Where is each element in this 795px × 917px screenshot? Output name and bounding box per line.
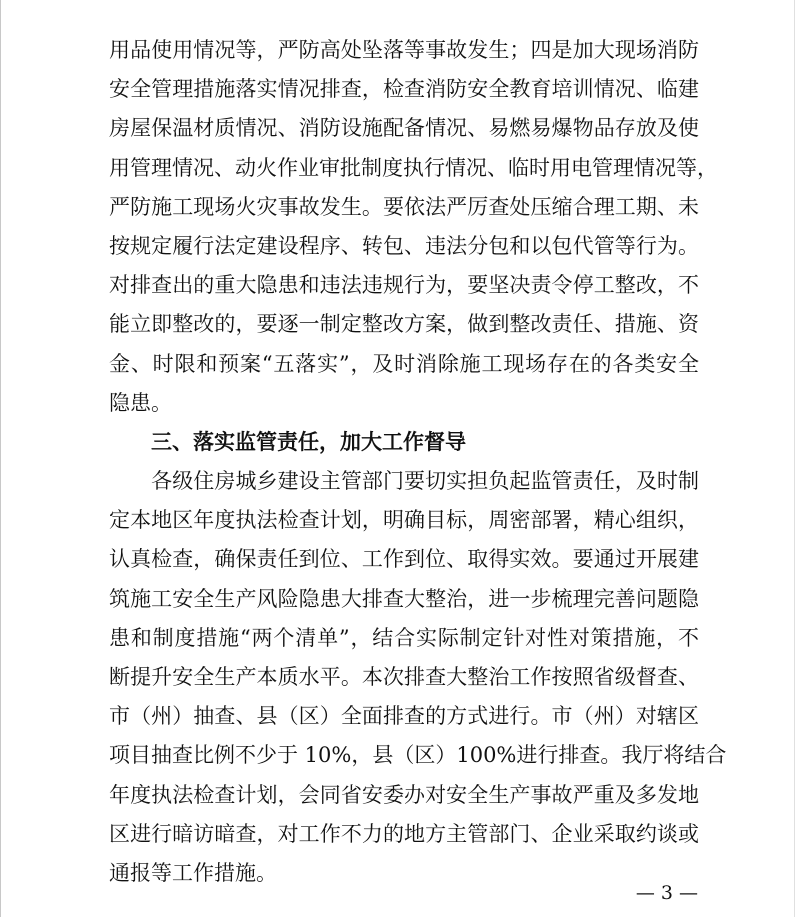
text-line: 能立即整改的，要逐一制定整改方案，做到整改责任、措施、资 [109, 312, 699, 337]
text-line: 认真检查，确保责任到位、工作到位、取得实效。要通过开展建 [109, 547, 699, 572]
text-line: 市（州）抽查、县（区）全面排查的方式进行。市（州）对辖区 [109, 704, 699, 729]
paragraph-1 [109, 31, 718, 423]
text-line: 隐患。 [109, 390, 172, 415]
text-line: 金、时限和预案“五落实”，及时消除施工现场存在的各类安全 [109, 351, 699, 376]
text-line: 项目抽查比例不少于 10%，县（区）100%进行排查。我厅将结合 [109, 743, 727, 768]
text-line: 年度执法检查计划，会同省安委办对安全生产事故严重及多发地 [109, 782, 699, 807]
text-line: 严防施工现场火灾事故发生。要依法严厉查处压缩合理工期、未 [109, 194, 699, 219]
text-line: 用管理情况、动火作业审批制度执行情况、临时用电管理情况等， [109, 155, 718, 180]
text-line: 通报等工作措施。 [109, 860, 277, 885]
text-line: 房屋保温材质情况、消防设施配备情况、易燃易爆物品存放及使 [109, 116, 699, 141]
document-body [109, 31, 727, 893]
text-line: 安全管理措施落实情况排查，检查消防安全教育培训情况、临建 [109, 77, 699, 102]
text-line: 对排查出的重大隐患和违法违规行为，要坚决责令停工整改，不 [109, 273, 699, 298]
page-number: — 3 — [635, 882, 698, 904]
paragraph-2 [109, 462, 727, 893]
text-line: 定本地区年度执法检查计划，明确目标，周密部署，精心组织， [109, 508, 699, 533]
text-line: 断提升安全生产本质水平。本次排查大整治工作按照省级督查、 [109, 665, 699, 689]
text-line: 用品使用情况等，严防高处坠落等事故发生；四是加大现场消防 [109, 38, 699, 62]
section-heading: 三、落实监管责任，加大工作督导 [151, 429, 466, 454]
text-line: 区进行暗访暗查，对工作不力的地方主管部门、企业采取约谈或 [109, 821, 699, 846]
text-line: 按规定履行法定建设程序、转包、违法分包和以包代管等行为。 [109, 233, 699, 258]
text-line: 筑施工安全生产风险隐患大排查大整治，进一步梳理完善问题隐 [109, 586, 699, 611]
text-line: 各级住房城乡建设主管部门要切实担负起监管责任，及时制 [109, 469, 699, 494]
text-line: 患和制度措施“两个清单”，结合实际制定针对性对策措施，不 [109, 625, 699, 650]
